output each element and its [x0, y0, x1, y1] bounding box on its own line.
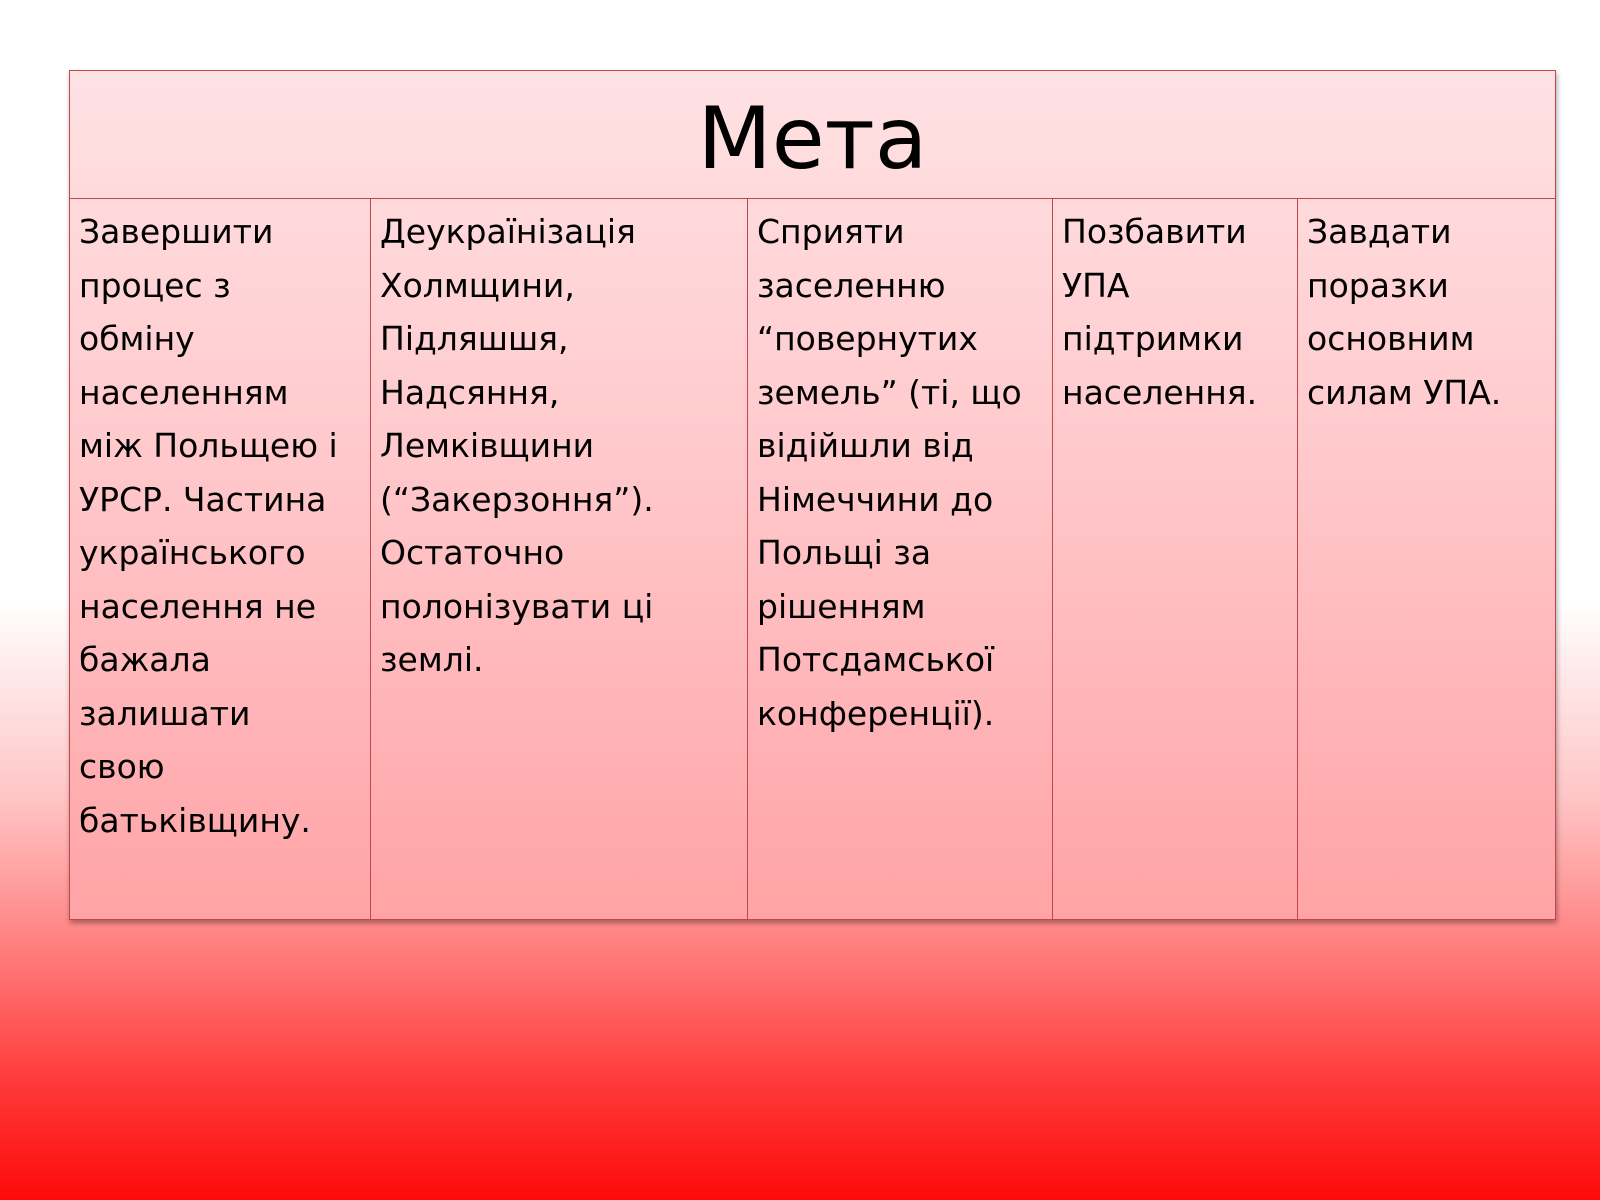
goals-table — [69, 70, 1556, 920]
goal-text-4: Позбавити УПА підтримки населення. — [1062, 212, 1258, 412]
goal-text-5: Завдати поразки основним силам УПА. — [1307, 212, 1502, 412]
table-header — [70, 71, 1555, 199]
table-body-row — [70, 199, 1555, 919]
goal-cell-3 — [748, 199, 1053, 919]
goal-text-2: Деукраїнізація Холмщини, Підляшшя, Надсяння, Лемківщини (“Закерзоння”). Остаточно полонізувати ці землі. — [380, 212, 654, 679]
goal-text-3: Сприяти заселенню “повернутих земель” (ті, що відійшли від Німеччини до Польщі за рішенням Потсдамської конференції). — [757, 212, 1022, 733]
goal-cell-2 — [371, 199, 748, 919]
goal-cell-5 — [1298, 199, 1555, 919]
goal-cell-4 — [1053, 199, 1298, 919]
goal-text-1: Завершити процес з обміну населенням між Польщею і УРСР. Частина українського населення не бажала залишати свою батьківщину. — [79, 212, 338, 840]
slide-title: Мета — [697, 88, 928, 189]
goal-cell-1 — [70, 199, 371, 919]
